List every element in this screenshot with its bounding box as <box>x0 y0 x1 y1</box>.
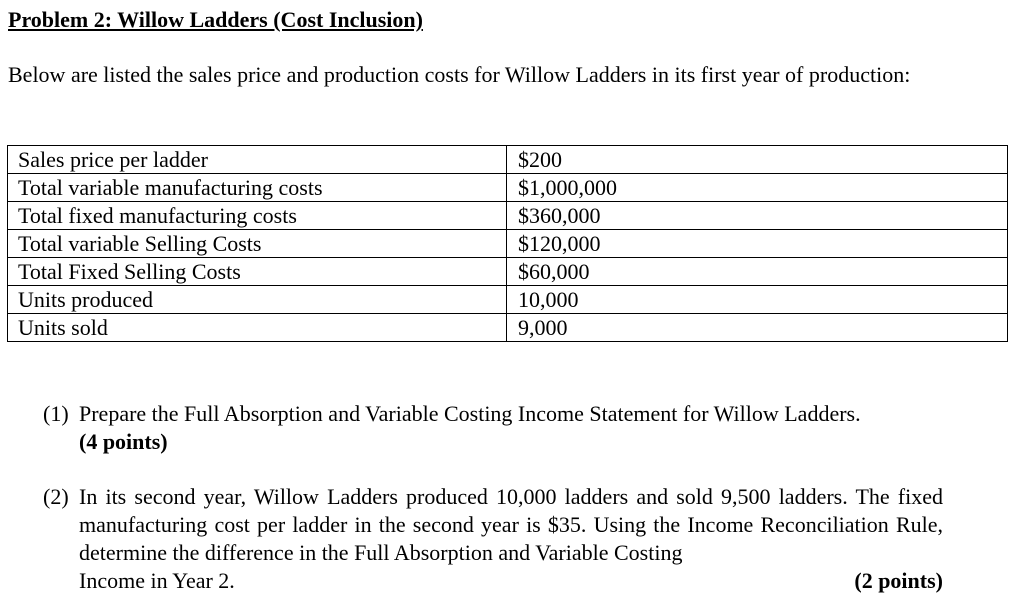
question-text: In its second year, Willow Ladders produced 10,000 ladders and sold 9,500 ladders. The fixed manufacturing cost per ladder in the second year is $35. Using the Income Reconciliation Rule, determine the difference in the Full Absorption and Variable Costing <box>79 484 943 565</box>
cost-data-table <box>7 145 1008 342</box>
row-value: $1,000,000 <box>507 174 1008 202</box>
row-label: Sales price per ladder <box>8 146 507 174</box>
table-row <box>8 314 1008 342</box>
question-2 <box>43 483 943 595</box>
question-points: (2 points) <box>854 568 943 593</box>
row-value: $200 <box>507 146 1008 174</box>
row-label: Total Fixed Selling Costs <box>8 258 507 286</box>
table-row <box>8 230 1008 258</box>
table-row <box>8 286 1008 314</box>
table-row <box>8 146 1008 174</box>
table-row <box>8 174 1008 202</box>
question-1 <box>43 400 943 456</box>
row-label: Total fixed manufacturing costs <box>8 202 507 230</box>
table-row <box>8 258 1008 286</box>
problem-title: Problem 2: Willow Ladders (Cost Inclusion) <box>8 7 423 32</box>
question-number: (1) <box>43 401 69 426</box>
row-value: $120,000 <box>507 230 1008 258</box>
row-label: Total variable manufacturing costs <box>8 174 507 202</box>
question-text-last-line: Income in Year 2. <box>79 568 235 593</box>
row-value: $60,000 <box>507 258 1008 286</box>
row-value: $360,000 <box>507 202 1008 230</box>
row-label: Units produced <box>8 286 507 314</box>
question-text: Prepare the Full Absorption and Variable Costing Income Statement for Willow Ladders. <box>79 401 861 426</box>
table-row <box>8 202 1008 230</box>
question-points: (4 points) <box>79 429 168 454</box>
row-label: Total variable Selling Costs <box>8 230 507 258</box>
row-value: 9,000 <box>507 314 1008 342</box>
row-value: 10,000 <box>507 286 1008 314</box>
row-label: Units sold <box>8 314 507 342</box>
question-number: (2) <box>43 484 69 509</box>
intro-paragraph: Below are listed the sales price and production costs for Willow Ladders in its first year of production: <box>8 62 911 87</box>
